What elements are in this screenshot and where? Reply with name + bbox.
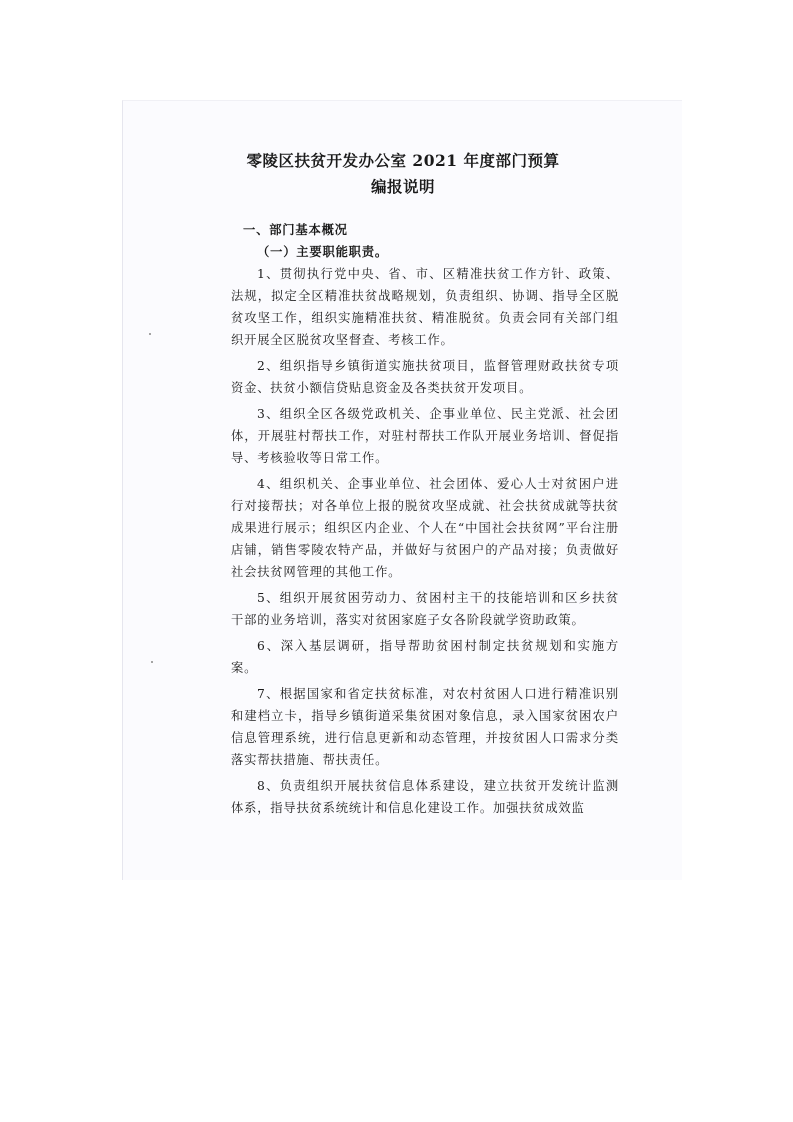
- scanned-page: [122, 100, 682, 880]
- section-heading: 一、部门基本概况: [243, 222, 348, 237]
- scan-speck: [149, 333, 151, 335]
- scan-speck: [151, 661, 153, 663]
- document-title-line2: 编报说明: [370, 177, 435, 196]
- paragraph-8: 8、负责组织开展扶贫信息体系建设，建立扶贫开发统计监测体系，指导扶贫系统统计和信息化建设工作。加强扶贫成效监: [231, 779, 619, 815]
- paragraph-1: 1、贯彻执行党中央、省、市、区精准扶贫工作方针、政策、法规，拟定全区精准扶贫战略规划，负责组织、协调、指导全区脱贫攻坚工作，组织实施精准扶贫、精准脱贫。负责会同有关部门组织开展全区脱贫攻坚督查、考核工作。: [231, 267, 619, 347]
- paragraph-7: 7、根据国家和省定扶贫标准，对农村贫困人口进行精准识别和建档立卡，指导乡镇街道采集贫困对象信息，录入国家贫困农户信息管理系统，进行信息更新和动态管理，并按贫困人口需求分类落实帮扶措施、帮扶责任。: [231, 687, 619, 767]
- document-body: [231, 219, 619, 819]
- paragraph-5: 5、组织开展贫困劳动力、贫困村主干的技能培训和区乡扶贫干部的业务培训，落实对贫困家庭子女各阶段就学资助政策。: [231, 591, 619, 627]
- paragraph-2: 2、组织指导乡镇街道实施扶贫项目，监督管理财政扶贫专项资金、扶贫小额信贷贴息资金及各类扶贫开发项目。: [231, 359, 619, 395]
- paragraph-3: 3、组织全区各级党政机关、企事业单位、民主党派、社会团体，开展驻村帮扶工作，对驻村帮扶工作队开展业务培训、督促指导、考核验收等日常工作。: [231, 407, 619, 465]
- document-title-line1: 零陵区扶贫开发办公室 2021 年度部门预算: [246, 151, 560, 170]
- subsection-heading: （一）主要职能职责。: [257, 244, 388, 259]
- paragraph-6: 6、深入基层调研，指导帮助贫困村制定扶贫规划和实施方案。: [231, 639, 619, 675]
- paragraph-4: 4、组织机关、企事业单位、社会团体、爱心人士对贫困户进行对接帮扶；对各单位上报的脱贫攻坚成就、社会扶贫成就等扶贫成果进行展示；组织区内企业、个人在“中国社会扶贫网”平台注册店铺，销售零陵农特产品，并做好与贫困户的产品对接；负责做好社会扶贫网管理的其他工作。: [231, 477, 619, 579]
